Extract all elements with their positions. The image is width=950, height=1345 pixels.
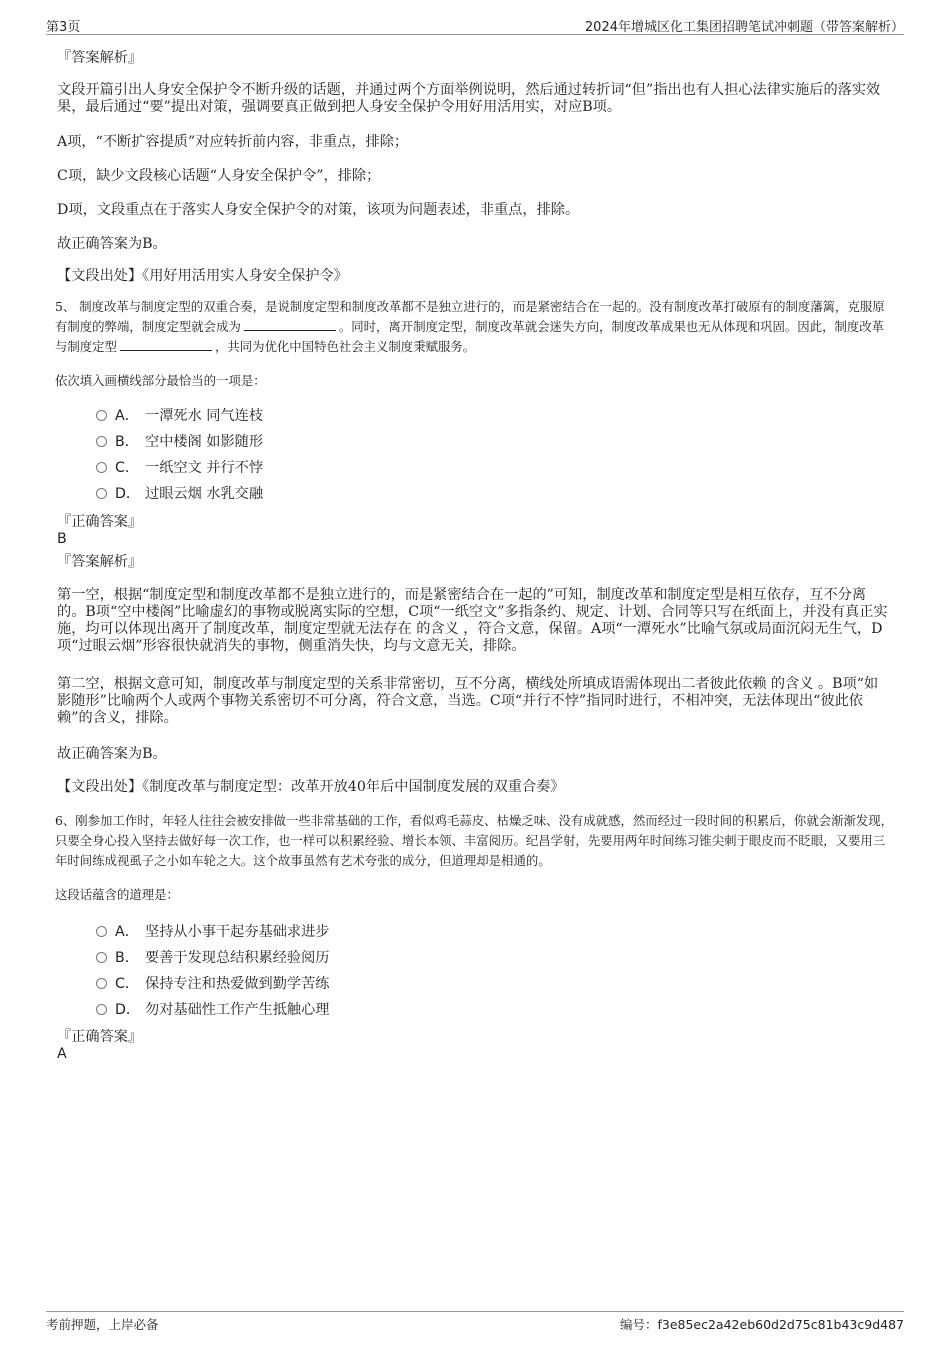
radio-icon[interactable]: [96, 978, 107, 989]
document-title: 2024年增城区化工集团招聘笔试冲刺题（带答案解析）: [584, 20, 904, 35]
radio-icon[interactable]: [96, 926, 107, 937]
q5-stem: 5、 制度改革与制度定型的双重合奏，是说制度定型和制度改革都不是独立进行的，而是紧密结合在一起的。没有制度改革打破原有的制度藩篱，克服原有制度的弊端，制度定型就会成为 。同时，离开制度定型，制度改革就会迷失方向，制度改革成果也无从体现和巩固。因此，制度改革与制度定型 ，共同为优化中国特色社会主义制度秉赋服务。: [55, 299, 885, 354]
q6-prompt: 这段话蕴含的道理是：: [55, 887, 179, 902]
q5-option-b[interactable]: B． 空中楼阁 如影随形: [96, 433, 263, 451]
q6-option-a[interactable]: A． 坚持从小事干起夯基础求进步: [96, 923, 329, 941]
radio-icon[interactable]: [96, 488, 107, 499]
q4-option-a-note: A项，“不断扩容提质”对应转折前内容，非重点，排除；: [57, 134, 409, 150]
q5-answer: B: [57, 531, 67, 547]
q6-answer: A: [57, 1046, 67, 1062]
q4-source: 【文段出处】《用好用活用实人身安全保护令》: [57, 268, 348, 284]
footer-slogan: 考前押题，上岸必备: [46, 1317, 159, 1332]
q6-answer-label: 『正确答案』: [57, 1029, 143, 1045]
q5-analysis-2: 第二空，根据文意可知，制度改革与制度定型的关系非常密切，互不分离，横线处所填成语需体现出二者彼此依赖 的含义 。B项“如影随形”比喻两个人或两个事物关系密切不可分离，符合文意，当选。C项“并行不悖”指同时进行，不相冲突，无法体现出“彼此依赖”的含义，排除。: [57, 676, 879, 726]
q6-option-c[interactable]: C． 保持专注和热爱做到勤学苦练: [96, 975, 329, 993]
q5-analysis-1: 第一空，根据“制度定型和制度改革都不是独立进行的，而是紧密结合在一起的”可知，制度改革和制度定型是相互依存，互不分离的。B项“空中楼阁”比喻虚幻的事物或脱离实际的空想，C项“一纸空文”多指条约、规定、计划、合同等只写在纸面上，并没有真正实施，均可以体现出离开了制度改革，制度定型就无法存在 的含义 ，符合文意，保留。A项“一潭死水”比喻气氛或局面沉闷无生气，D项“过眼云烟”形容很快就消失的事物，侧重消失快，均与文意无关，排除。: [57, 587, 888, 654]
document-code: 编号：f3e85ec2a42eb60d2d75c81b43c9d487: [619, 1317, 904, 1332]
answer-blank-2: [120, 337, 212, 351]
q6-option-b[interactable]: B． 要善于发现总结积累经验阅历: [96, 949, 329, 967]
q5-answer-label: 『正确答案』: [57, 514, 143, 530]
q5-conclusion: 故正确答案为B。: [57, 746, 167, 762]
q5-option-c[interactable]: C． 一纸空文 并行不悖: [96, 459, 263, 477]
radio-icon[interactable]: [96, 952, 107, 963]
page-number: 第3页: [46, 20, 81, 35]
answer-blank-1: [244, 317, 336, 331]
q5-option-a[interactable]: A． 一潭死水 同气连枝: [96, 407, 263, 425]
page-footer: [46, 1311, 904, 1334]
q5-option-d[interactable]: D． 过眼云烟 水乳交融: [96, 485, 263, 503]
q5-analysis-label: 『答案解析』: [57, 554, 143, 570]
q6-stem: 6、刚参加工作时，年轻人往往会被安排做一些非常基础的工作，看似鸡毛蒜皮、枯燥乏味、没有成就感，然而经过一段时间的积累后，你就会渐渐发现，只要全身心投入坚持去做好每一次工作，也一样可以积累经验、增长本领、丰富阅历。纪昌学射，先要用两年时间练习锥尖刺于眼皮而不眨眼，又要用三年时间练成视虱子之小如车轮之大。这个故事虽然有艺术夸张的成分，但道理却是相通的。: [55, 813, 894, 868]
q4-analysis-text: 文段开篇引出人身安全保护令不断升级的话题，并通过两个方面举例说明，然后通过转折词“但”指出也有人担心法律实施后的落实效果，最后通过“要”提出对策，强调要真正做到把人身安全保护令用好用活用实，对应B项。: [57, 82, 881, 115]
q5-prompt: 依次填入画横线部分最恰当的一项是：: [55, 373, 266, 388]
q5-source: 【文段出处】《制度改革与制度定型：改革开放40年后中国制度发展的双重合奏》: [57, 779, 565, 795]
radio-icon[interactable]: [96, 462, 107, 473]
radio-icon[interactable]: [96, 436, 107, 447]
q4-option-d-note: D项，文段重点在于落实人身安全保护令的对策，该项为问题表述，非重点，排除。: [57, 202, 580, 218]
q4-conclusion: 故正确答案为B。: [57, 236, 167, 252]
q4-analysis-label: 『答案解析』: [57, 50, 143, 66]
radio-icon[interactable]: [96, 410, 107, 421]
q6-option-d[interactable]: D． 勿对基础性工作产生抵触心理: [96, 1001, 329, 1019]
page-header: [46, 14, 904, 35]
q4-option-c-note: C项，缺少文段核心话题“人身安全保护令”，排除；: [57, 168, 381, 184]
radio-icon[interactable]: [96, 1004, 107, 1015]
